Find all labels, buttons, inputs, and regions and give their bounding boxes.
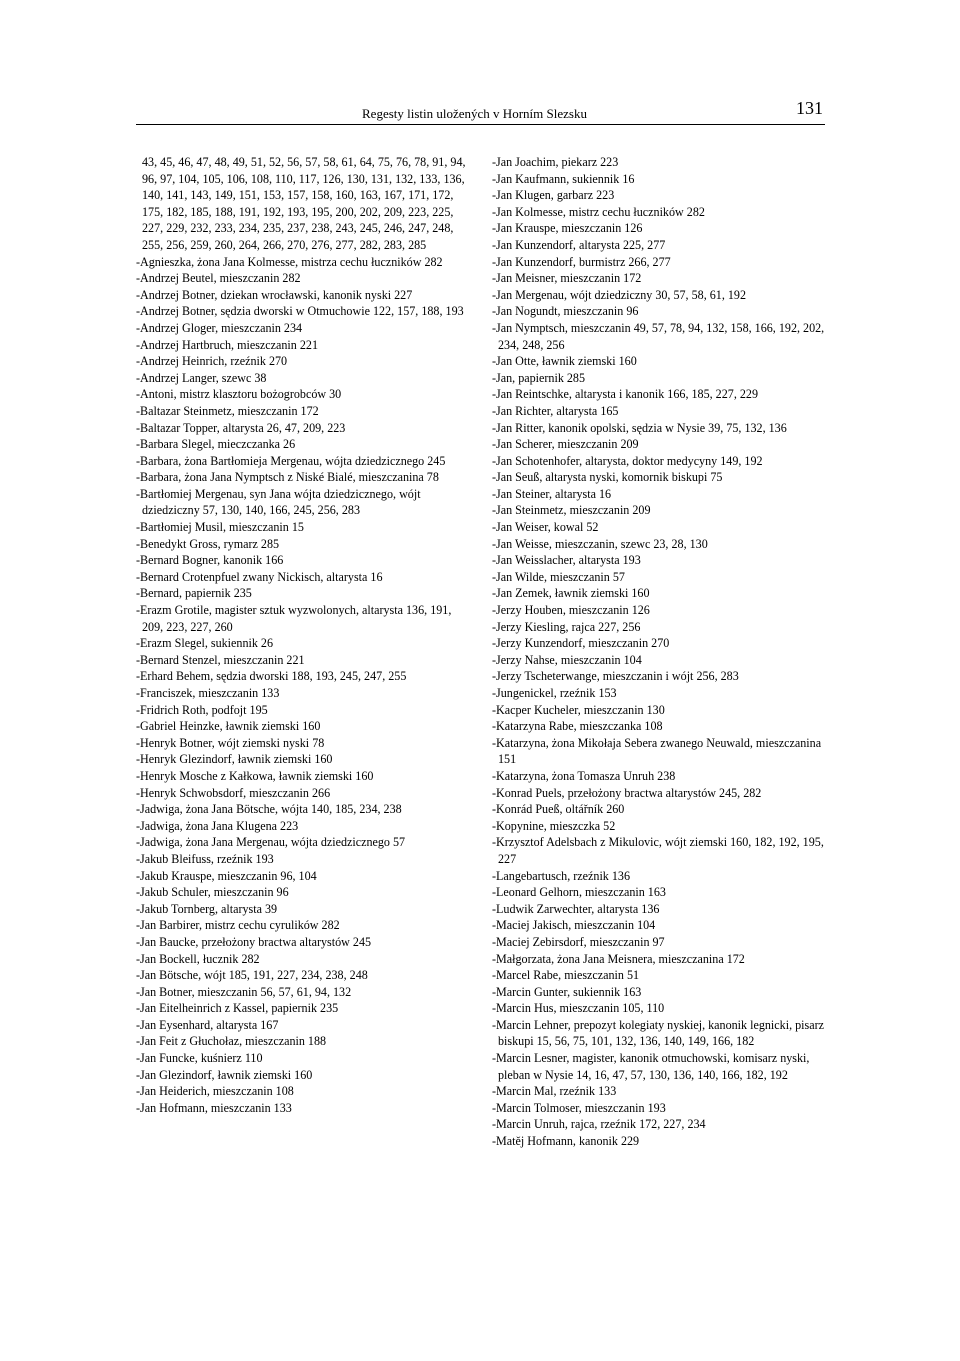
index-entry: -Baltazar Steinmetz, mieszczanin 172 [136, 403, 319, 418]
index-entry: -Konrád Pueß, oltářník 260 [492, 802, 625, 817]
index-column-right [492, 154, 828, 1150]
index-entry: -Jan Scherer, mieszczanin 209 [492, 437, 639, 452]
index-entry: -Jan Kunzendorf, altarysta 225, 277 [492, 237, 666, 252]
index-entry: -Maciej Zebirsdorf, mieszczanin 97 [492, 934, 665, 949]
index-entry: -Konrad Puels, przełożony bractwa altarystów 245, 282 [492, 785, 762, 800]
running-header [136, 96, 825, 125]
index-entry: -Ludwik Zarwechter, altarysta 136 [492, 901, 660, 916]
index-entry: -Marcin Lesner, magister, kanonik otmuchowski, komisarz nyski, pleban w Nysie 14, 16, 47, 57, 130, 136, 140, 166, 182, 192 [492, 1051, 810, 1082]
index-entry: -Jan Kolmesse, mistrz cechu łuczników 282 [492, 204, 705, 219]
index-entry: -Jadwiga, żona Jana Mergenau, wójta dziedzicznego 57 [136, 835, 406, 850]
index-entry: -Agnieszka, żona Jana Kolmesse, mistrza cechu łuczników 282 [136, 254, 443, 269]
index-entry: -Benedykt Gross, rymarz 285 [136, 536, 280, 551]
index-entry: -Marcin Unruh, rajca, rzeźnik 172, 227, 234 [492, 1117, 706, 1132]
index-entry: -Jan Heiderich, mieszczanin 108 [136, 1084, 294, 1099]
index-entry: -Andrzej Hartbruch, mieszczanin 221 [136, 337, 319, 352]
index-entry: -Andrzej Langer, szewc 38 [136, 370, 267, 385]
index-entry: -Andrzej Botner, sędzia dworski w Otmuchowie 122, 157, 188, 193 [136, 304, 464, 319]
index-entry: -Jan Schotenhofer, altarysta, doktor medycyny 149, 192 [492, 453, 763, 468]
index-entry: -Jan Nymptsch, mieszczanin 49, 57, 78, 94, 132, 158, 166, 192, 202, 234, 248, 256 [492, 320, 825, 352]
index-entry: -Jerzy Kiesling, rajca 227, 256 [492, 619, 641, 634]
index-entry: -Małgorzata, żona Jana Meisnera, mieszczanina 172 [492, 951, 745, 966]
index-entry: -Jan Bockell, łucznik 282 [136, 951, 260, 966]
index-entry: -Jan Mergenau, wójt dziedziczny 30, 57, 58, 61, 192 [492, 287, 747, 302]
index-entry: -Jan Bötsche, wójt 185, 191, 227, 234, 238, 248 [136, 968, 368, 983]
index-entry: -Bartłomiej Musil, mieszczanin 15 [136, 520, 304, 535]
index-entry: -Jan Ritter, kanonik opolski, sędzia w Nysie 39, 75, 132, 136 [492, 420, 787, 435]
index-entry: -Bernard Bogner, kanonik 166 [136, 553, 284, 568]
index-entry: -Antoni, mistrz klasztoru bożogrobców 30 [136, 387, 342, 402]
index-entry: -Kacper Kucheler, mieszczanin 130 [492, 702, 665, 717]
index-entry: -Andrzej Gloger, mieszczanin 234 [136, 320, 303, 335]
index-entry: -Marcel Rabe, mieszczanin 51 [492, 968, 640, 983]
index-entry: -Jan Glezindorf, ławnik ziemski 160 [136, 1067, 313, 1082]
index-entry: -Jan Richter, altarysta 165 [492, 403, 619, 418]
index-entry: -Barbara, żona Jana Nymptsch z Niské Bialé, mieszczanina 78 [136, 470, 439, 485]
index-entry: -Jan Meisner, mieszczanin 172 [492, 271, 642, 286]
index-entry: -Katarzyna Rabe, mieszczanka 108 [492, 719, 663, 734]
index-entry: -Henryk Botner, wójt ziemski nyski 78 [136, 735, 325, 750]
index-column-left [136, 154, 470, 1116]
index-entry: -Andrzej Heinrich, rzeźnik 270 [136, 354, 288, 369]
index-entry: -Jan Baucke, przełożony bractwa altarystów 245 [136, 934, 372, 949]
page-number: 131 [796, 98, 823, 118]
index-entry: -Matěj Hofmann, kanonik 229 [492, 1134, 640, 1149]
index-entry: -Jadwiga, żona Jana Bötsche, wójta 140, 185, 234, 238 [136, 802, 402, 817]
index-entry: -Katarzyna, żona Mikołaja Sebera zwanego Neuwald, mieszczanina 151 [492, 735, 822, 767]
index-entry: -Jerzy Tscheterwange, mieszczanin i wójt 256, 283 [492, 669, 739, 684]
index-entry: -Maciej Jakisch, mieszczanin 104 [492, 918, 656, 933]
index-entry: -Kopynine, mieszczka 52 [492, 818, 616, 833]
index-entry: -Jan Seuß, altarysta nyski, komornik biskupi 75 [492, 470, 723, 485]
index-entry: -Jan Hofmann, mieszczanin 133 [136, 1100, 292, 1115]
index-entry: -Bernard Stenzel, mieszczanin 221 [136, 652, 305, 667]
index-entry: -Andrzej Beutel, mieszczanin 282 [136, 271, 301, 286]
index-entry: -Jungenickel, rzeźnik 153 [492, 686, 617, 700]
index-entry: -Jan Wilde, mieszczanin 57 [492, 569, 625, 584]
index-entry: -Jan Steiner, altarysta 16 [492, 486, 612, 501]
index-entry: -Jan Nogundt, mieszczanin 96 [492, 304, 639, 319]
index-entry: -Jan Zemek, ławnik ziemski 160 [492, 586, 650, 601]
index-entry: -Leonard Gelhorn, mieszczanin 163 [492, 885, 666, 900]
index-entry: -Jan Weisslacher, altarysta 193 [492, 553, 641, 568]
index-entry: -Marcin Mal, rzeźnik 133 [492, 1084, 617, 1099]
index-entry: -Fridrich Roth, podfojt 195 [136, 702, 268, 717]
index-entry: -Marcin Lehner, prepozyt kolegiaty nyskiej, kanonik legnicki, pisarz biskupi 15, 56, 75, 101, 132, 136, 140, 149, 166, 182 [492, 1017, 824, 1049]
index-entry: -Jakub Bleifuss, rzeźnik 193 [136, 851, 274, 866]
index-entry: -Marcin Gunter, sukiennik 163 [492, 984, 642, 999]
index-entry: -Barbara, żona Bartłomieja Mergenau, wójta dziedzicznego 245 [136, 453, 446, 468]
index-entry: -Jan Weiser, kowal 52 [492, 520, 599, 535]
index-entry: -Jadwiga, żona Jana Klugena 223 [136, 818, 299, 833]
index-entry: -Langebartusch, rzeźnik 136 [492, 868, 631, 883]
index-entry: -Bartłomiej Mergenau, syn Jana wójta dziedzicznego, wójt dziedziczny 57, 130, 140, 166, 245, 256, 283 [136, 486, 421, 518]
index-entry: -Jan Funcke, kuśnierz 110 [136, 1051, 263, 1066]
index-entry: -Gabriel Heinzke, ławnik ziemski 160 [136, 719, 321, 734]
index-entry: -Jan Kunzendorf, burmistrz 266, 277 [492, 254, 671, 269]
index-entry: -Bernard, papiernik 235 [136, 586, 252, 601]
index-entry: -Marcin Hus, mieszczanin 105, 110 [492, 1001, 665, 1016]
index-entry: -Jan, papiernik 285 [492, 370, 586, 385]
index-entry: 43, 45, 46, 47, 48, 49, 51, 52, 56, 57, 58, 61, 64, 75, 76, 78, 91, 94, 96, 97, 104, 105, 106, 108, 110, 117, 126, 130, 131, 132, 133, 136, 140, 141, 143, 149, 151, 153, 157, 158, 160, 163, 167, 171, 172, 175, 182, 185, 188, 191, 192, 193, 195, 200, 202, 209, 223, 225, 227, 229, 232, 233, 234, 235, 237, 238, 243, 245, 246, 247, 248, 255, 256, 259, 260, 264, 266, 270, 276, 277, 282, 283, 285 [142, 155, 466, 252]
index-entry: -Erhard Behem, sędzia dworski 188, 193, 245, 247, 255 [136, 669, 407, 684]
index-entry: -Jan Klugen, garbarz 223 [492, 188, 615, 203]
index-entry: -Jerzy Houben, mieszczanin 126 [492, 603, 650, 618]
index-entry: -Baltazar Topper, altarysta 26, 47, 209, 223 [136, 420, 346, 435]
index-entry: -Jan Joachim, piekarz 223 [492, 155, 619, 169]
index-entry: -Jan Botner, mieszczanin 56, 57, 61, 94, 132 [136, 984, 352, 999]
index-entry: -Henryk Mosche z Kałkowa, ławnik ziemski 160 [136, 768, 374, 783]
index-entry: -Jan Barbirer, mistrz cechu cyrulików 282 [136, 918, 340, 933]
index-entry: -Bernard Crotenpfuel zwany Nickisch, altarysta 16 [136, 569, 383, 584]
index-entry: -Jan Weisse, mieszczanin, szewc 23, 28, 130 [492, 536, 708, 551]
index-entry: -Erazm Slegel, sukiennik 26 [136, 636, 274, 651]
index-entry: -Erazm Grotile, magister sztuk wyzwolonych, altarysta 136, 191, 209, 223, 227, 260 [136, 603, 452, 634]
index-entry: -Jakub Krauspe, mieszczanin 96, 104 [136, 868, 317, 883]
index-entry: -Jan Kaufmann, sukiennik 16 [492, 171, 635, 186]
index-entry: -Marcin Tolmoser, mieszczanin 193 [492, 1100, 666, 1115]
index-entry: -Jan Krauspe, mieszczanin 126 [492, 221, 643, 236]
index-entry: -Jakub Schuler, mieszczanin 96 [136, 885, 289, 900]
index-entry: -Krzysztof Adelsbach z Mikulovic, wójt ziemski 160, 182, 192, 195, 227 [492, 835, 824, 866]
header-title: Regesty listin uložených v Horním Slezsku [362, 106, 587, 121]
index-entry: -Barbara Slegel, mieczczanka 26 [136, 437, 296, 452]
index-entry: -Henryk Schwobsdorf, mieszczanin 266 [136, 785, 331, 800]
index-entry: -Katarzyna, żona Tomasza Unruh 238 [492, 768, 676, 783]
index-entry: -Jan Eysenhard, altarysta 167 [136, 1017, 279, 1032]
index-entry: -Jan Feit z Głuchołaz, mieszczanin 188 [136, 1034, 327, 1049]
index-entry: -Jan Eitelheinrich z Kassel, papiernik 235 [136, 1001, 339, 1016]
index-entry: -Jan Steinmetz, mieszczanin 209 [492, 503, 651, 518]
index-entry: -Jerzy Kunzendorf, mieszczanin 270 [492, 636, 670, 651]
index-entry: -Jakub Tornberg, altarysta 39 [136, 901, 278, 916]
index-entry: -Jerzy Nahse, mieszczanin 104 [492, 652, 642, 667]
index-entry: -Jan Reintschke, altarysta i kanonik 166, 185, 227, 229 [492, 387, 759, 402]
index-entry: -Andrzej Botner, dziekan wrocławski, kanonik nyski 227 [136, 287, 413, 302]
index-entry: -Jan Otte, ławnik ziemski 160 [492, 354, 637, 369]
index-entry: -Franciszek, mieszczanin 133 [136, 686, 280, 700]
index-entry: -Henryk Glezindorf, ławnik ziemski 160 [136, 752, 333, 767]
